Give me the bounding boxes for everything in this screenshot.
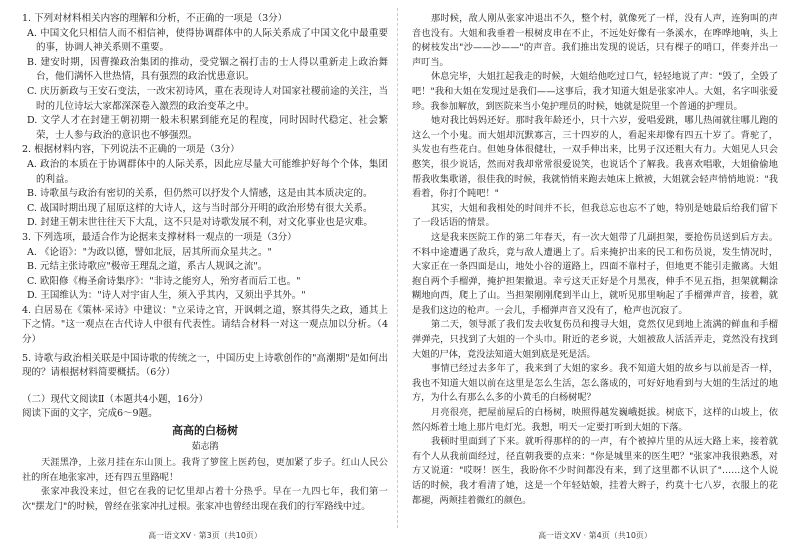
question-option: D. 王国维认为："诗人对宇宙人生，须入乎其内，又须出乎其外。" bbox=[27, 290, 306, 302]
question-option: A. 《论语》："为政以德，譬如北辰，居其所而众星共之。" bbox=[27, 246, 272, 258]
story-paragraph: 事情已经过去多年了，我来到了大姐的家乡。我不知道大姐的故乡与以前是否一样，我也不知道大姐以前在这里是怎么生活，怎么落成的，可好好地看到与大姐的生活过的地方，为什么有那么么多的小黄毛的白杨树呢？ bbox=[412, 363, 778, 404]
question-stem: 5. 诗歌与政治相关联是中国诗歌的传统之一，中国历史上诗歌创作的"高潮期"是如何出现的？请根据材料简要概括。（6分） bbox=[22, 352, 388, 379]
question-option: A. 中国文化只相信人而不相信神，使得协调群体中的人际关系成了中国文化中最重要的事，协调人神关系则不重要。 bbox=[27, 27, 388, 54]
question-option: B. 元结主张诗歌应"极帝王理乱之道，系古人规讽之流"。 bbox=[27, 261, 268, 273]
section-heading: （二）现代文阅读Ⅱ（本题共4小题，16分） bbox=[22, 393, 209, 405]
story-paragraph: 那时候，敌人刚从张家冲退出不久，整个村，就像死了一样，没有人声，连狗叫的声音也没有。大姐和我垂着一根树皮串在不止，不远处好像有一条溪水，在哗哗地响，头上的树枝发出"沙——沙——"的声音。我们推出发现的说话，只有棵子的哨口，伴奏并出一声叮当。 bbox=[412, 13, 778, 68]
story-text bbox=[22, 456, 388, 514]
question-option: C. 战国时期出现了屈原这样的大诗人，这与当时部分开明的政治形势有很大关系。 bbox=[27, 202, 373, 214]
section-instruction: 阅读下面的文字，完成6～9题。 bbox=[22, 408, 158, 420]
question-option: C. 庆历新政与王安石变法，一改宋初诗风，重在表现诗人对国家社稷前途的关注，当时的儿位诗坛大家都深深卷入激烈的政治变革之中。 bbox=[27, 85, 388, 112]
story-paragraph: 张家冲我没来过，但它在我的记忆里却占着十分热乎。早在一九四七年，我们第一次"摆龙门"的时候，曾经在张家冲扎过根。张家冲也曾经出现在我们的行军路线中过。 bbox=[22, 486, 388, 512]
page-footer-right: 高一语文XV · 第4页（共10页） bbox=[538, 531, 652, 540]
story-title: 高高的白杨树 bbox=[172, 424, 238, 438]
story-paragraph: 月亮很亮，把屋前屋后的白杨树，映照得越发巍峨挺拔。树底下，这样的山坡上，依然闪烁着土地上那片电灯光。我想，明天一定要打听到大姐的下落。 bbox=[412, 407, 778, 433]
left-page bbox=[22, 12, 388, 515]
story-paragraph: 第二天，领导派了我们发去收复伤员和搜寻大姐，竟然仅见到地上流满的鲜血和手榴弹弹壳，只找到了大姐的一个头巾。附近的老乡说，大姐被敌人活活弄走，竟然没有找到大姐的尸体，竟没法知道大姐到底是死是活。 bbox=[412, 319, 778, 360]
question-option: B. 诗歌虽与政治有密切的关系，但仍然可以抒发个人情感，这是由其本质决定的。 bbox=[27, 188, 373, 200]
story-paragraph: 这是我来医院工作的第二年春天，有一次大姐带了几副担架，要抢伤员送到后方去。不料中途遭遇了敌兵，竟与敌人遭遇上了。后来掩护出来的民工和伤员说，发生情况时，大家正在一条四面是山，地处小谷的道路上，四面不靠村子，但地更不能引走撤离。大姐抱自两个手榴弹，掩护担架撤退。幸亏这天正好是个月黑夜，伸手不见五指，担架就糊涂糊地向西，爬上了山。当担架刚刚爬到半山上，就听见那里响起了手榴弹声音，接着，就是我们这边的枪声。一会儿，手榴弹声音又没有了，枪声也沉寂了。 bbox=[412, 231, 778, 316]
question-option: D. 文学人才在封建王朝初期一般未积累到能充足的程度，同时因时代稳定、社会繁荣，士人参与政治的意识也不够强烈。 bbox=[27, 115, 388, 141]
question-option: A. 政治的本质在于协调群体中的人际关系，因此应尽量大可能维护好每个个体，集团的利益。 bbox=[27, 158, 388, 185]
question-stem: 1. 下列对材料相关内容的理解和分析，不正确的一项是（3分） bbox=[22, 13, 288, 24]
story-paragraph: 她对我比妈妈还好。那时我年龄还小，只十六岁，爱唱爱跳，哪儿热闹就往哪儿跑的这么一个小鬼。而大姐却沉默寡言，三十四岁的人，看起来却像有四五十岁了。背驼了，头发也有些花白。但她身体很健壮，一双手伸出来，比男子汉还粗大有力。大姐见人只会憨笑，很少说话，然而对我却常常很爱说笑，也说话个了解我。我喜欢唱歌，大姐偷偷地帮我收集歌谱，很佳我的时候，我就悄悄来跑去她床上掀被，大姐就会轻声悄悄地说："我看着，你打个盹吧！" bbox=[412, 115, 778, 200]
question-stem: 2. 根据材料内容，下列说法不正确的一项是（3分） bbox=[22, 144, 240, 156]
story-paragraph: 休息完毕，大姐扛起我走的时候，大姐给他吃过口气，轻轻地说了声："毁了，全毁了吧！"我和大姐在发现过是我们——这事后，我才知道大姐是张家冲人。大姐，名字叫张爱珍。我参加解放，到医院来当小兔护理员的时候，她就是院里一个普通的护理员。 bbox=[412, 71, 778, 112]
story-paragraph: 天涯黑净，上弦月挂在东山顶上。我背了箩筐上医药包，更加紧了步子。红山人民公社的所在地张家冲，还有四五里路呢！ bbox=[22, 457, 388, 483]
question-option: D. 封建王朝末世往往天下大乱，这不只是对诗歌发展不利，对文化事业也是灾难。 bbox=[27, 217, 373, 229]
question-option: B. 建安时期，因曹操政治集团的推动，受党锢之祸打击的士人得以重新走上政治舞台，他们满怀入世热情，具有强烈的政治忧患意识。 bbox=[27, 56, 388, 83]
right-page bbox=[412, 12, 778, 508]
story-text-continued bbox=[412, 12, 778, 508]
story-author: 茹志鹃 bbox=[191, 441, 219, 452]
question-option: C. 欧阳修《梅圣俞诗集序》："非诗之能穷人，殆穷者而后工也。" bbox=[27, 275, 301, 287]
question-stem: 3. 下列选项，最适合作为论据来支撑材料一观点的一项是（3分） bbox=[22, 231, 297, 243]
story-paragraph: 其实，大姐和我相处的时间并不长，但我总忘也忘不了她，特别是她最后给我们留下了一段话语的情景。 bbox=[412, 202, 778, 229]
page-footer-left: 高一语文XV · 第3页（共10页） bbox=[148, 531, 262, 540]
question-stem: 4. 白居易在《策林·采诗》中建议："立采诗之官，开讽刺之道，察其得失之政，通其上下之情。"这一观点在古代诗人中很有代表性。请结合材料一对这一观点加以分析。（4分） bbox=[22, 304, 388, 346]
page-divider bbox=[397, 8, 398, 528]
question-list bbox=[22, 12, 388, 385]
story-paragraph: 我顿时里面到了下来。就听得那样的的一声，有个被掉片里的从远大路上来，接着就有个人从我前面经过，径直朝我要的点来："你是城里来的医生吧？"张家冲我很熟悉，对方又说道："哎呀！医生，我盼你不少时间都没有来，到了这里都不认识了"……这个人说话的时候，我才看清了她，这是一个年轻姑娘，挂着大辫子，约莫十七八岁，衣服上的花都褪，两颊挂着微红的颜色。 bbox=[412, 436, 778, 506]
